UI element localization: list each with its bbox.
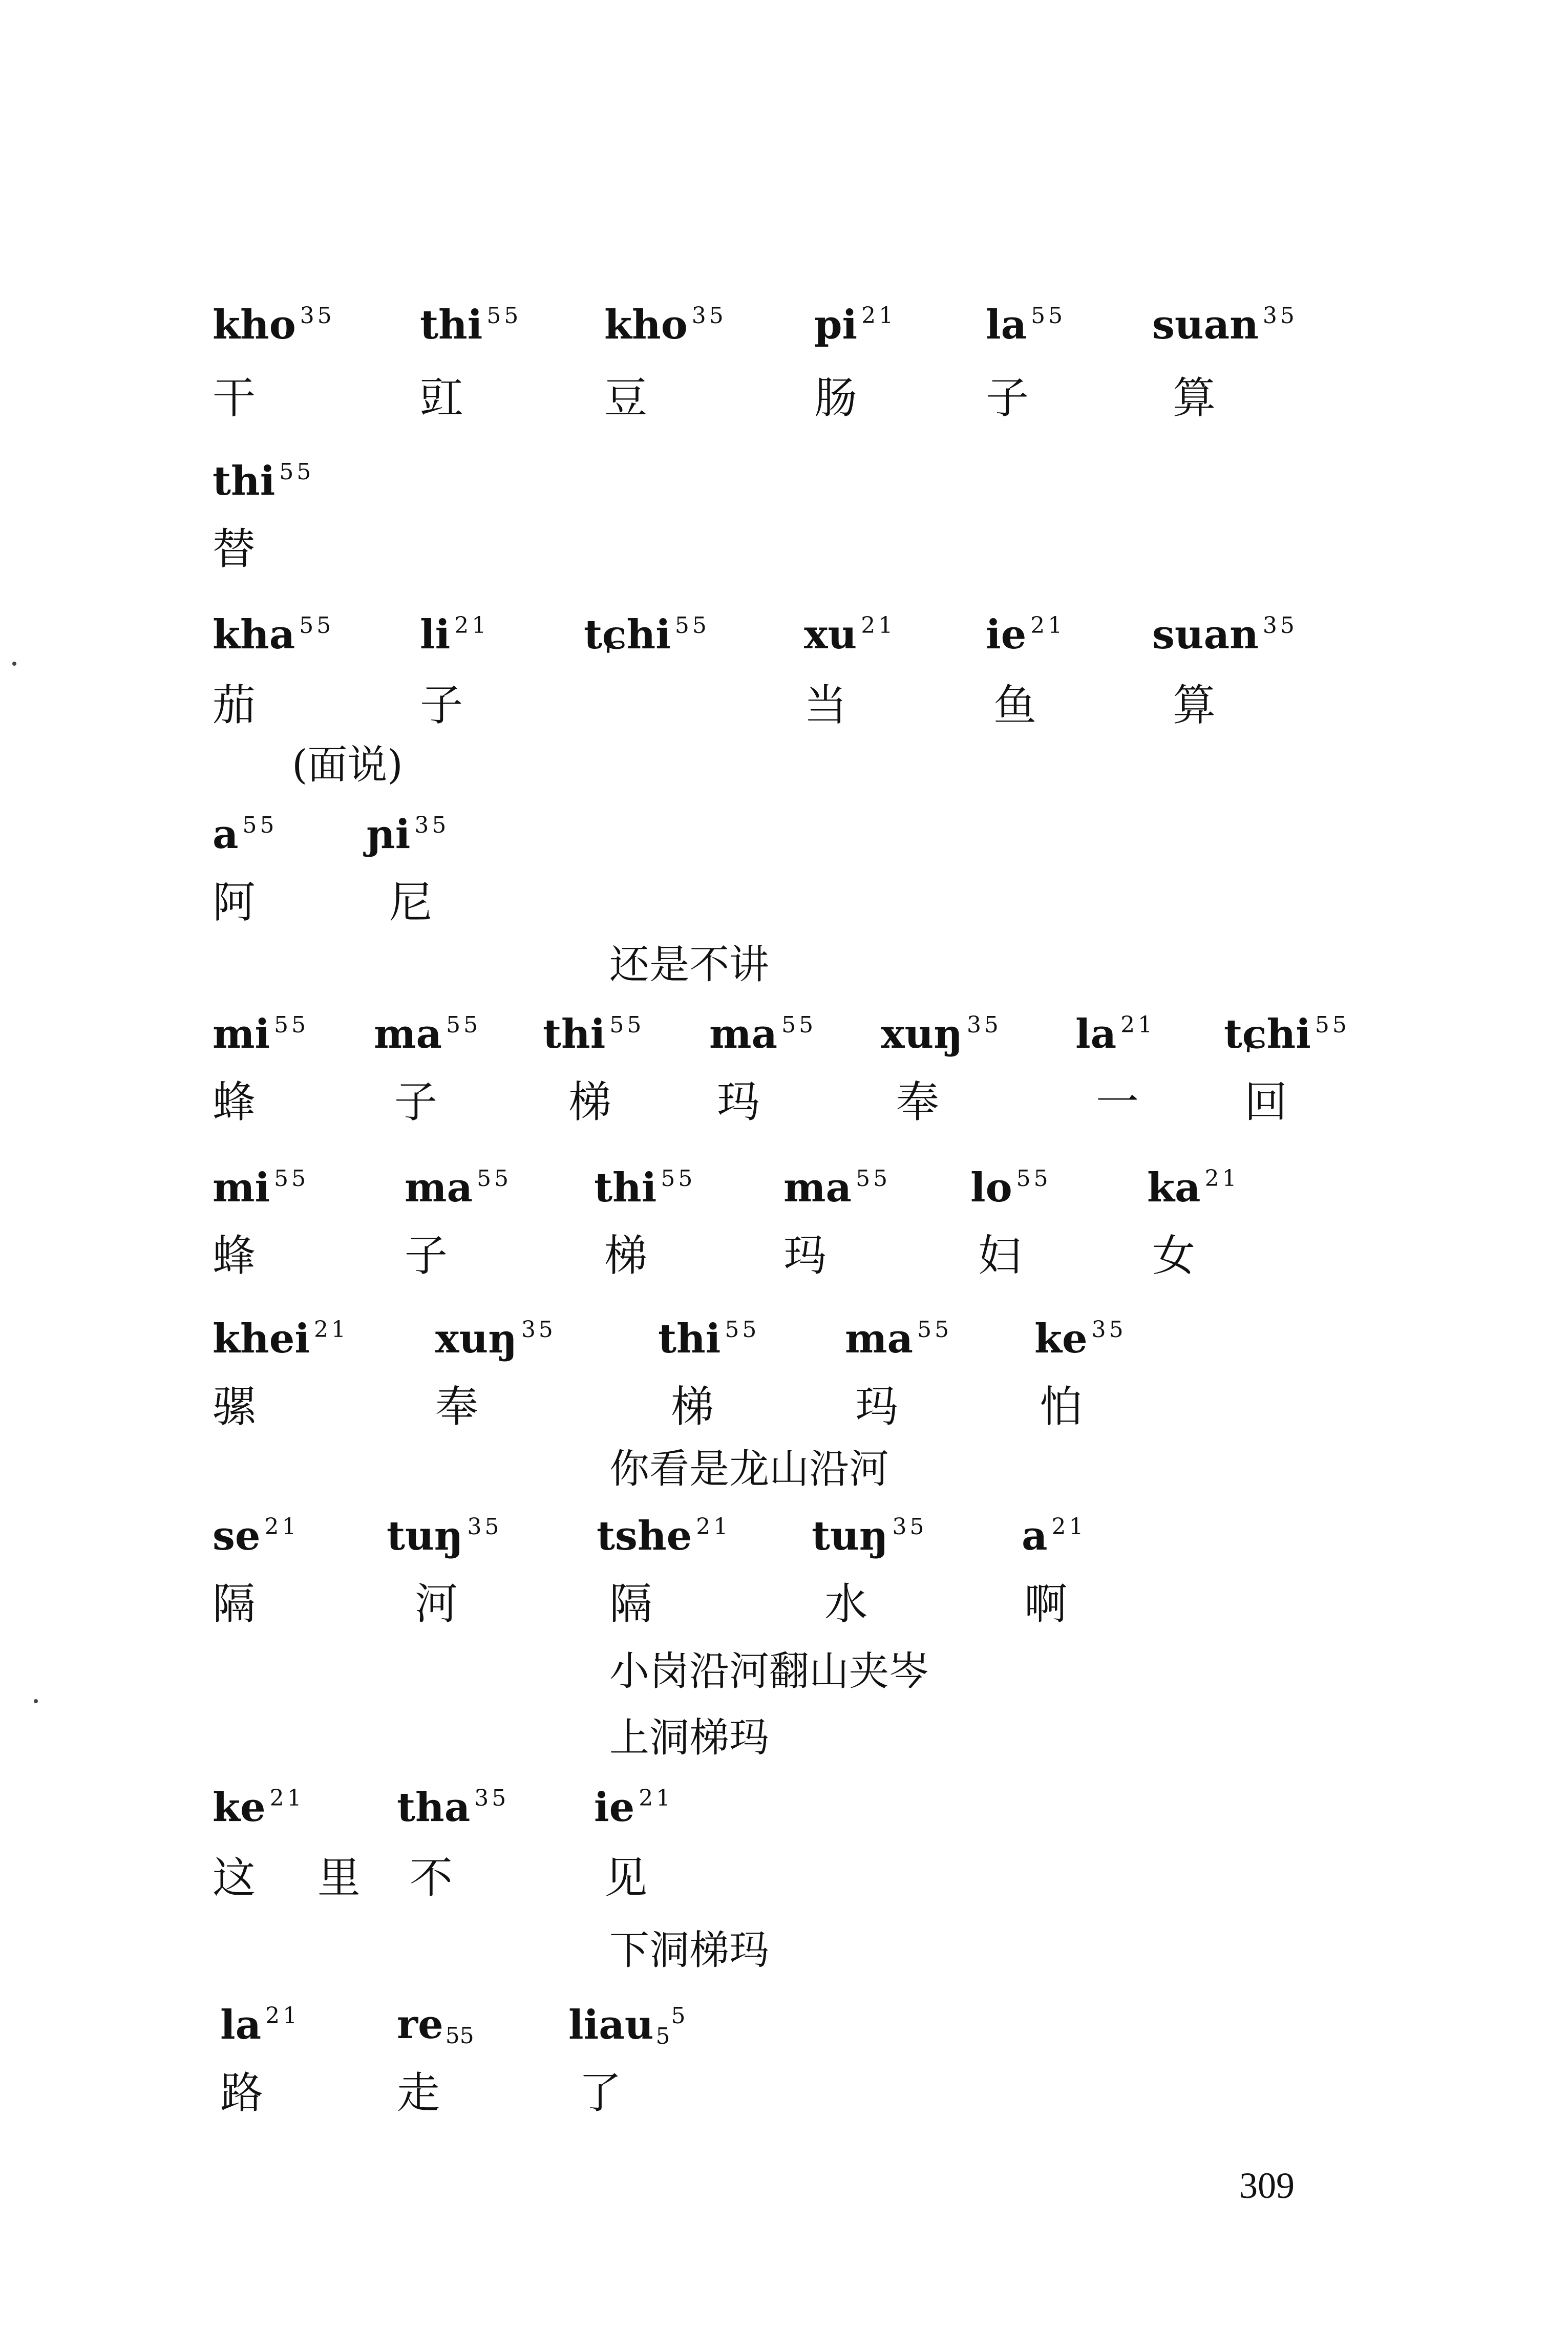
chinese-gloss: 豆	[604, 373, 648, 423]
romanized-syllable	[405, 1164, 512, 1211]
tone-superscript: 55	[609, 1012, 645, 1038]
tone-superscript: 55	[856, 1166, 891, 1192]
romanized-syllable	[213, 811, 278, 858]
tone-superscript: 55	[1031, 303, 1066, 329]
syllable-text: ma	[845, 1316, 914, 1362]
chinese-gloss: 干	[213, 373, 256, 423]
syllable-text: suan	[1152, 302, 1259, 348]
romanized-syllable	[709, 1011, 817, 1057]
syllable-text: mi	[213, 1164, 270, 1211]
romanized-syllable	[986, 611, 1066, 658]
chinese-gloss: 河	[415, 1579, 458, 1629]
syllable-text: thi	[543, 1011, 606, 1057]
tone-superscript: 35	[1091, 1317, 1127, 1343]
tone-superscript: 55	[725, 1317, 760, 1343]
syllable-text: ke	[213, 1784, 266, 1831]
tone-superscript: 55	[1315, 1012, 1350, 1038]
tone-superscript: 21	[639, 1785, 674, 1811]
romanized-syllable	[1034, 1316, 1127, 1362]
tone-superscript: 35	[467, 1514, 502, 1540]
tone-superscript: 35	[1262, 612, 1298, 639]
tone-superscript: 21	[1204, 1166, 1240, 1192]
tone-superscript: 21	[861, 303, 897, 329]
tone-superscript: 21	[1120, 1012, 1156, 1038]
romanized-syllable	[420, 611, 490, 658]
chinese-gloss: 梯	[604, 1231, 648, 1281]
tone-superscript: 35	[691, 303, 727, 329]
romanized-syllable	[420, 302, 522, 348]
chinese-gloss: 子	[420, 680, 463, 730]
syllable-text: la	[986, 302, 1027, 348]
romanized-syllable	[986, 302, 1066, 348]
tone-superscript: 21	[696, 1514, 731, 1540]
syllable-text: mi	[213, 1011, 270, 1057]
romanized-syllable	[213, 1011, 309, 1057]
chinese-gloss: 阿	[213, 877, 256, 927]
syllable-text: kha	[213, 611, 295, 658]
romanized-syllable	[658, 1316, 760, 1362]
syllable-text: kho	[213, 302, 296, 348]
syllable-text: se	[213, 1513, 261, 1559]
translation-note: 还是不讲	[609, 942, 770, 988]
syllable-text: ie	[986, 611, 1027, 658]
syllable-text: suan	[1152, 611, 1259, 658]
chinese-gloss: 回	[1244, 1077, 1288, 1127]
romanized-syllable	[213, 1784, 305, 1831]
tone-superscript: 21	[1051, 1514, 1087, 1540]
romanized-syllable	[597, 1513, 731, 1559]
tone-superscript: 55	[274, 1012, 309, 1038]
syllable-text: a	[213, 811, 239, 858]
syllable-text: ɲi	[366, 811, 411, 858]
tone-subscript: 55	[445, 2023, 474, 2049]
chinese-gloss: 见	[604, 1853, 648, 1903]
chinese-gloss: 算	[1173, 680, 1216, 730]
syllable-text: thi	[658, 1316, 721, 1362]
page-number: 309	[1239, 2165, 1295, 2206]
syllable-text: pi	[814, 302, 858, 348]
romanized-syllable	[568, 2002, 686, 2049]
chinese-gloss: 奉	[896, 1077, 940, 1127]
romanized-syllable	[213, 1316, 349, 1362]
syllable-text: ka	[1147, 1164, 1201, 1211]
syllable-text: tuŋ	[387, 1513, 463, 1559]
romanized-syllable	[783, 1164, 891, 1211]
chinese-gloss: 里	[317, 1853, 361, 1903]
chinese-gloss: 玛	[717, 1077, 760, 1127]
chinese-gloss: 蜂	[213, 1231, 256, 1281]
tone-superscript: 21	[1030, 612, 1066, 639]
tone-superscript: 55	[781, 1012, 817, 1038]
tone-superscript: 55	[477, 1166, 512, 1192]
tone-superscript: 55	[242, 812, 278, 838]
chinese-gloss: 骡	[213, 1382, 256, 1432]
romanized-syllable	[213, 611, 334, 658]
chinese-gloss: 蜂	[213, 1077, 256, 1127]
romanized-syllable	[387, 1513, 502, 1559]
romanized-syllable	[1075, 1011, 1156, 1057]
tone-superscript: 55	[299, 612, 334, 639]
chinese-gloss: 奉	[435, 1382, 479, 1432]
romanized-syllable	[1152, 302, 1298, 348]
syllable-text: ma	[405, 1164, 473, 1211]
romanized-syllable	[1022, 1513, 1087, 1559]
chinese-gloss: 水	[824, 1579, 868, 1629]
chinese-gloss: 鱼	[993, 680, 1037, 730]
syllable-text: la	[220, 2002, 262, 2048]
tone-superscript: 55	[917, 1317, 952, 1343]
chinese-gloss: 当	[804, 680, 847, 730]
tone-superscript: 55	[486, 303, 522, 329]
chinese-gloss: 隔	[213, 1579, 256, 1629]
chinese-gloss: 不	[410, 1853, 453, 1903]
romanized-syllable	[213, 1164, 309, 1211]
chinese-gloss: 玛	[783, 1231, 827, 1281]
tone-superscript: 21	[269, 1785, 305, 1811]
romanized-syllable	[435, 1316, 556, 1362]
tone-superscript: 35	[966, 1012, 1002, 1038]
chinese-gloss: 妇	[978, 1231, 1022, 1281]
romanized-syllable	[1152, 611, 1298, 658]
chinese-gloss: 豇	[420, 373, 463, 423]
syllable-text: re	[397, 2001, 443, 2048]
syllable-text: xuŋ	[435, 1316, 517, 1362]
chinese-gloss: 替	[213, 524, 256, 574]
romanized-syllable	[543, 1011, 645, 1057]
tone-superscript: 55	[274, 1166, 309, 1192]
romanized-syllable	[845, 1316, 952, 1362]
chinese-gloss: 这	[213, 1853, 256, 1903]
chinese-gloss: 走	[397, 2068, 440, 2118]
syllable-text: a	[1022, 1513, 1048, 1559]
romanized-syllable	[881, 1011, 1002, 1057]
syllable-text: xu	[804, 611, 857, 658]
chinese-gloss: 怕	[1040, 1382, 1083, 1432]
romanized-syllable	[374, 1011, 481, 1057]
tone-superscript: 21	[861, 612, 896, 639]
margin-mark	[34, 1699, 38, 1703]
romanized-syllable	[594, 1164, 696, 1211]
tone-superscript: 21	[264, 1514, 300, 1540]
syllable-text: tuŋ	[812, 1513, 888, 1559]
romanized-syllable	[366, 811, 450, 858]
syllable-text: xuŋ	[881, 1011, 963, 1057]
romanized-syllable	[213, 302, 335, 348]
tone-superscript: 35	[521, 1317, 556, 1343]
romanized-syllable	[213, 458, 314, 504]
tone-superscript: 55	[661, 1166, 696, 1192]
syllable-text: tshe	[597, 1513, 692, 1559]
chinese-gloss: 梯	[671, 1382, 714, 1432]
tone-superscript: 21	[454, 612, 490, 639]
syllable-text: tɕhi	[584, 611, 671, 658]
romanized-syllable	[220, 2002, 301, 2048]
tone-superscript: 55	[279, 459, 314, 485]
tone-superscript: 35	[892, 1514, 927, 1540]
chinese-gloss: 了	[579, 2068, 622, 2118]
tone-superscript: 21	[314, 1317, 349, 1343]
romanized-syllable	[1147, 1164, 1240, 1211]
romanized-syllable	[812, 1513, 927, 1559]
tone-superscript: 21	[265, 2003, 301, 2029]
romanized-syllable	[213, 1513, 300, 1559]
translation-note: 下洞梯玛	[609, 1927, 770, 1974]
chinese-gloss: 茄	[213, 680, 256, 730]
syllable-text: thi	[213, 458, 276, 504]
syllable-text: ke	[1034, 1316, 1088, 1362]
tone-superscript: 35	[414, 812, 450, 838]
syllable-text: tɕhi	[1224, 1011, 1311, 1057]
margin-mark	[12, 662, 16, 666]
chinese-gloss: 隔	[609, 1579, 653, 1629]
syllable-text: thi	[594, 1164, 657, 1211]
syllable-text: ma	[374, 1011, 442, 1057]
tone-subscript: 5	[655, 2023, 670, 2049]
romanized-syllable	[814, 302, 897, 348]
syllable-text: khei	[213, 1316, 310, 1362]
syllable-text: tha	[397, 1784, 471, 1831]
syllable-text: thi	[420, 302, 483, 348]
translation-note: (面说)	[292, 742, 403, 788]
romanized-syllable	[1224, 1011, 1350, 1057]
translation-note: 上洞梯玛	[609, 1715, 770, 1761]
syllable-text: ie	[594, 1784, 635, 1831]
romanized-syllable	[604, 302, 727, 348]
syllable-text: li	[420, 611, 451, 658]
chinese-gloss: 一	[1096, 1077, 1139, 1127]
romanized-syllable	[397, 1784, 510, 1831]
chinese-gloss: 尼	[389, 877, 433, 927]
chinese-gloss: 女	[1152, 1231, 1196, 1281]
syllable-text: lo	[970, 1164, 1012, 1211]
chinese-gloss: 子	[986, 373, 1029, 423]
chinese-gloss: 啊	[1024, 1579, 1068, 1629]
chinese-gloss: 路	[220, 2068, 264, 2118]
syllable-text: kho	[604, 302, 688, 348]
chinese-gloss: 算	[1173, 373, 1216, 423]
chinese-gloss: 子	[394, 1077, 438, 1127]
tone-superscript: 35	[1262, 303, 1298, 329]
translation-note: 小岗沿河翻山夹岑	[609, 1648, 929, 1694]
tone-superscript: 55	[1016, 1166, 1051, 1192]
romanized-syllable	[584, 611, 710, 658]
syllable-text: liau	[568, 2002, 654, 2048]
translation-note: 你看是龙山沿河	[609, 1446, 889, 1492]
syllable-text: ma	[783, 1164, 852, 1211]
chinese-gloss: 玛	[855, 1382, 899, 1432]
syllable-text: ma	[709, 1011, 778, 1057]
romanized-syllable	[970, 1164, 1051, 1211]
chinese-gloss: 梯	[568, 1077, 612, 1127]
tone-superscript: 5	[671, 2003, 686, 2029]
romanized-syllable	[804, 611, 896, 658]
chinese-gloss: 子	[405, 1231, 448, 1281]
tone-superscript: 35	[474, 1785, 510, 1811]
tone-superscript: 35	[300, 303, 335, 329]
tone-superscript: 55	[446, 1012, 481, 1038]
tone-superscript: 55	[674, 612, 710, 639]
syllable-text: la	[1075, 1011, 1117, 1057]
romanized-syllable	[397, 2001, 474, 2049]
romanized-syllable	[594, 1784, 674, 1831]
chinese-gloss: 肠	[814, 373, 858, 423]
